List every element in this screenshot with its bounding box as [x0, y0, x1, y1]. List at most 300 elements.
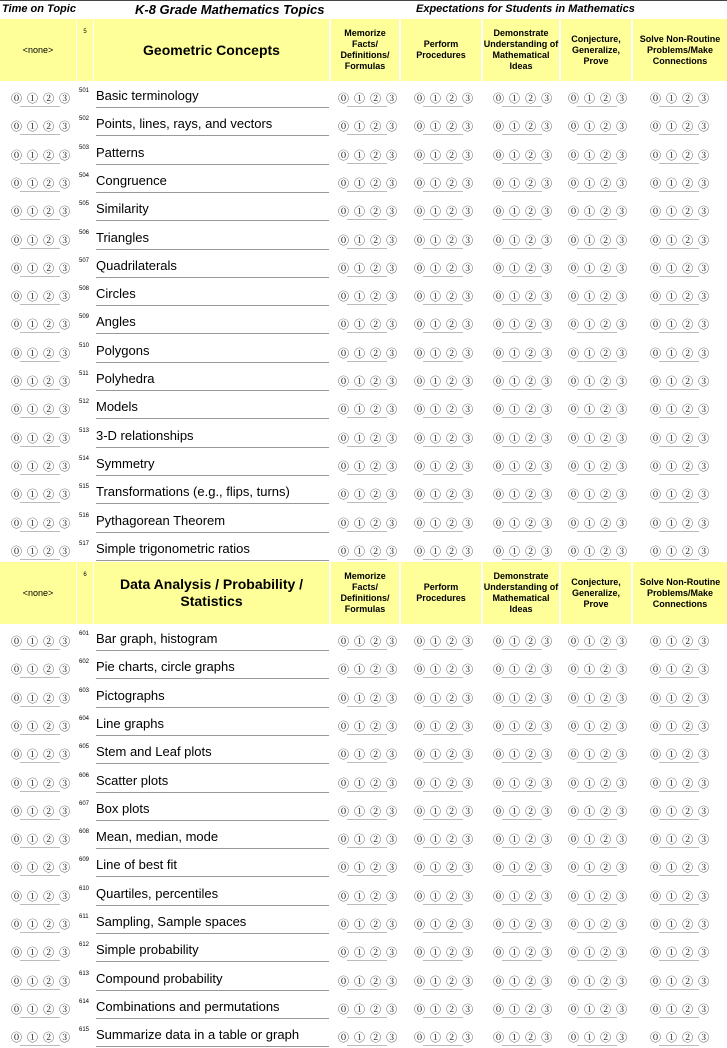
- time-on-topic-bubbles[interactable]: ⓪ ① ② ③: [11, 291, 72, 304]
- bubble-underline: [20, 1045, 60, 1046]
- topic-underline: [96, 107, 329, 108]
- expectation-rating-bubbles[interactable]: ⓪ ① ② ③: [650, 692, 711, 705]
- expectation-rating-bubbles[interactable]: ⓪ ① ② ③: [493, 947, 554, 960]
- topic-underline: [96, 305, 329, 306]
- expectation-rating-bubbles[interactable]: ⓪ ① ② ③: [568, 862, 629, 875]
- expectation-rating-bubbles[interactable]: ⓪ ① ② ③: [568, 376, 629, 388]
- expectation-rating-bubbles[interactable]: ⓪ ① ② ③: [650, 121, 711, 134]
- expectation-rating-bubbles[interactable]: ⓪ ① ② ③: [338, 347, 399, 360]
- bubble-underline: [20, 219, 60, 220]
- expectation-rating-bubbles[interactable]: ⓪ ① ② ③: [650, 319, 711, 332]
- topic-code: 508: [79, 286, 90, 293]
- expectation-rating-bubbles[interactable]: ⓪ ① ② ③: [568, 805, 629, 818]
- expectation-rating-bubbles[interactable]: ⓪ ① ② ③: [414, 177, 475, 190]
- bubble-underline: [20, 248, 60, 249]
- expectation-rating-bubbles[interactable]: ⓪ ① ② ③: [338, 376, 399, 388]
- bubble-underline: [423, 847, 463, 848]
- topic-label: Quadrilaterals: [96, 257, 177, 273]
- expectation-rating-bubbles[interactable]: ⓪ ① ② ③: [568, 206, 629, 219]
- time-on-topic-bubbles[interactable]: ⓪ ① ② ③: [11, 545, 72, 558]
- time-on-topic-bubbles[interactable]: ⓪ ① ② ③: [11, 1003, 72, 1016]
- bubble-underline: [347, 847, 387, 848]
- expectation-rating-bubbles[interactable]: ⓪ ① ② ③: [338, 834, 399, 847]
- topic-row: [0, 138, 727, 166]
- expectation-rating-bubbles[interactable]: ⓪ ① ② ③: [568, 432, 629, 445]
- expectation-rating-bubbles[interactable]: ⓪ ① ② ③: [568, 545, 629, 558]
- expectation-rating-bubbles[interactable]: ⓪ ① ② ③: [414, 149, 475, 162]
- expectation-rating-bubbles[interactable]: ⓪ ① ② ③: [338, 291, 399, 304]
- bubble-underline: [423, 163, 463, 164]
- topic-row: [0, 850, 727, 878]
- expectation-rating-bubbles[interactable]: ⓪ ① ② ③: [493, 93, 554, 105]
- expectation-rating-bubbles[interactable]: ⓪ ① ② ③: [568, 834, 629, 847]
- expectation-rating-bubbles[interactable]: ⓪ ① ② ③: [650, 805, 711, 818]
- expectation-rating-bubbles[interactable]: ⓪ ① ② ③: [650, 404, 711, 417]
- bubble-underline: [502, 791, 542, 792]
- expectation-rating-bubbles[interactable]: ⓪ ① ② ③: [493, 234, 554, 247]
- expectation-rating-bubbles[interactable]: ⓪ ① ② ③: [568, 347, 629, 360]
- bubble-underline: [423, 361, 463, 362]
- expectation-rating-bubbles[interactable]: ⓪ ① ② ③: [414, 862, 475, 875]
- time-on-topic-bubbles[interactable]: ⓪ ① ② ③: [11, 376, 72, 388]
- expectation-rating-bubbles[interactable]: ⓪ ① ② ③: [338, 460, 399, 473]
- expectation-rating-bubbles[interactable]: ⓪ ① ② ③: [493, 975, 554, 988]
- bubble-underline: [502, 248, 542, 249]
- topic-row: [0, 279, 727, 307]
- expectation-rating-bubbles[interactable]: ⓪ ① ② ③: [414, 432, 475, 445]
- expectation-rating-bubbles[interactable]: ⓪ ① ② ③: [650, 489, 711, 502]
- time-on-topic-bubbles[interactable]: ⓪ ① ② ③: [11, 1032, 72, 1045]
- topic-row: [0, 624, 727, 652]
- topic-row: [0, 794, 727, 822]
- expectation-rating-bubbles[interactable]: ⓪ ① ② ③: [338, 664, 399, 677]
- expectation-rating-bubbles[interactable]: ⓪ ① ② ③: [650, 234, 711, 247]
- expectation-rating-bubbles[interactable]: ⓪ ① ② ③: [414, 460, 475, 473]
- expectation-rating-bubbles[interactable]: ⓪ ① ② ③: [338, 432, 399, 445]
- bubble-underline: [20, 677, 60, 678]
- topic-label: Patterns: [96, 144, 145, 160]
- bubble-underline: [577, 248, 617, 249]
- expectation-rating-bubbles[interactable]: ⓪ ① ② ③: [493, 460, 554, 473]
- topic-label: Line graphs: [96, 715, 164, 731]
- time-on-topic-bubbles[interactable]: ⓪ ① ② ③: [11, 404, 72, 417]
- expectation-column-header: Perform Procedures: [401, 19, 481, 81]
- expectation-rating-bubbles[interactable]: ⓪ ① ② ③: [650, 749, 711, 762]
- expectation-rating-bubbles[interactable]: ⓪ ① ② ③: [493, 636, 554, 648]
- time-on-topic-bubbles[interactable]: ⓪ ① ② ③: [11, 749, 72, 762]
- expectation-rating-bubbles[interactable]: ⓪ ① ② ③: [493, 291, 554, 304]
- bubble-underline: [423, 1045, 463, 1046]
- expectation-rating-bubbles[interactable]: ⓪ ① ② ③: [414, 749, 475, 762]
- expectation-rating-bubbles[interactable]: ⓪ ① ② ③: [414, 890, 475, 903]
- expectation-rating-bubbles[interactable]: ⓪ ① ② ③: [650, 206, 711, 219]
- expectation-rating-bubbles[interactable]: ⓪ ① ② ③: [568, 919, 629, 931]
- expectation-rating-bubbles[interactable]: ⓪ ① ② ③: [414, 919, 475, 931]
- expectation-rating-bubbles[interactable]: ⓪ ① ② ③: [493, 545, 554, 558]
- time-on-topic-bubbles[interactable]: ⓪ ① ② ③: [11, 720, 72, 733]
- expectation-rating-bubbles[interactable]: ⓪ ① ② ③: [338, 206, 399, 219]
- time-on-topic-bubbles[interactable]: ⓪ ① ② ③: [11, 149, 72, 162]
- topic-code: 501: [79, 88, 90, 94]
- expectation-rating-bubbles[interactable]: ⓪ ① ② ③: [338, 805, 399, 818]
- expectation-rating-bubbles[interactable]: ⓪ ① ② ③: [650, 262, 711, 275]
- topic-row: [0, 1020, 727, 1048]
- expectation-rating-bubbles[interactable]: ⓪ ① ② ③: [338, 890, 399, 903]
- bubble-underline: [502, 531, 542, 532]
- expectation-rating-bubbles[interactable]: ⓪ ① ② ③: [493, 805, 554, 818]
- expectation-rating-bubbles[interactable]: ⓪ ① ② ③: [338, 177, 399, 190]
- time-on-topic-bubbles[interactable]: ⓪ ① ② ③: [11, 692, 72, 705]
- topic-code: 601: [79, 631, 90, 637]
- expectation-rating-bubbles[interactable]: ⓪ ① ② ③: [414, 720, 475, 733]
- topic-code: 614: [79, 998, 90, 1005]
- expectation-rating-bubbles[interactable]: ⓪ ① ② ③: [414, 347, 475, 360]
- expectation-rating-bubbles[interactable]: ⓪ ① ② ③: [568, 947, 629, 960]
- expectation-rating-bubbles[interactable]: ⓪ ① ② ③: [338, 749, 399, 762]
- bubble-underline: [347, 304, 387, 305]
- expectation-rating-bubbles[interactable]: ⓪ ① ② ③: [493, 1003, 554, 1016]
- topic-code: 515: [79, 484, 90, 491]
- expectation-rating-bubbles[interactable]: ⓪ ① ② ③: [650, 177, 711, 190]
- expectation-rating-bubbles[interactable]: ⓪ ① ② ③: [650, 376, 711, 388]
- topic-code: 512: [79, 399, 90, 406]
- bubble-underline: [423, 474, 463, 475]
- topic-row: [0, 964, 727, 992]
- bubble-underline: [577, 1017, 617, 1018]
- expectation-rating-bubbles[interactable]: ⓪ ① ② ③: [493, 834, 554, 847]
- expectation-rating-bubbles[interactable]: ⓪ ① ② ③: [338, 975, 399, 988]
- expectation-rating-bubbles[interactable]: ⓪ ① ② ③: [338, 262, 399, 275]
- time-on-topic-bubbles[interactable]: ⓪ ① ② ③: [11, 460, 72, 473]
- expectation-rating-bubbles[interactable]: ⓪ ① ② ③: [650, 834, 711, 847]
- topic-underline: [96, 560, 329, 561]
- expectation-rating-bubbles[interactable]: ⓪ ① ② ③: [568, 636, 629, 648]
- bubble-underline: [347, 106, 387, 107]
- bubble-underline: [577, 474, 617, 475]
- expectation-rating-bubbles[interactable]: ⓪ ① ② ③: [338, 1003, 399, 1016]
- topic-label: Summarize data in a table or graph: [96, 1027, 300, 1043]
- time-on-topic-bubbles[interactable]: ⓪ ① ② ③: [11, 432, 72, 445]
- topic-underline: [96, 135, 329, 136]
- expectation-rating-bubbles[interactable]: ⓪ ① ② ③: [414, 121, 475, 134]
- expectation-rating-bubbles[interactable]: ⓪ ① ② ③: [414, 93, 475, 105]
- topic-code: 605: [79, 744, 90, 751]
- expectation-rating-bubbles[interactable]: ⓪ ① ② ③: [493, 749, 554, 762]
- time-on-topic-bubbles[interactable]: ⓪ ① ② ③: [11, 919, 72, 931]
- expectation-rating-bubbles[interactable]: ⓪ ① ② ③: [568, 517, 629, 530]
- bubble-underline: [423, 960, 463, 961]
- time-on-topic-bubbles[interactable]: ⓪ ① ② ③: [11, 206, 72, 219]
- bubble-underline: [577, 446, 617, 447]
- expectation-rating-bubbles[interactable]: ⓪ ① ② ③: [568, 777, 629, 790]
- expectation-rating-bubbles[interactable]: ⓪ ① ② ③: [493, 432, 554, 445]
- bubble-underline: [502, 706, 542, 707]
- expectation-rating-bubbles[interactable]: ⓪ ① ② ③: [568, 890, 629, 903]
- expectation-column-header: Solve Non-Routine Problems/Make Connections: [633, 562, 727, 624]
- expectation-rating-bubbles[interactable]: ⓪ ① ② ③: [650, 432, 711, 445]
- expectation-rating-bubbles[interactable]: ⓪ ① ② ③: [338, 149, 399, 162]
- expectation-rating-bubbles[interactable]: ⓪ ① ② ③: [414, 545, 475, 558]
- expectation-rating-bubbles[interactable]: ⓪ ① ② ③: [414, 291, 475, 304]
- expectation-rating-bubbles[interactable]: ⓪ ① ② ③: [493, 919, 554, 931]
- expectation-rating-bubbles[interactable]: ⓪ ① ② ③: [338, 489, 399, 502]
- expectation-rating-bubbles[interactable]: ⓪ ① ② ③: [568, 1032, 629, 1045]
- topic-label: Simple probability: [96, 942, 199, 958]
- time-on-topic-bubbles[interactable]: ⓪ ① ② ③: [11, 805, 72, 818]
- expectation-rating-bubbles[interactable]: ⓪ ① ② ③: [493, 777, 554, 790]
- bubble-underline: [502, 502, 542, 503]
- expectation-rating-bubbles[interactable]: ⓪ ① ② ③: [568, 720, 629, 733]
- time-on-topic-bubbles[interactable]: ⓪ ① ② ③: [11, 347, 72, 360]
- topic-underline: [96, 735, 329, 736]
- expectation-rating-bubbles[interactable]: ⓪ ① ② ③: [338, 234, 399, 247]
- bubble-underline: [423, 734, 463, 735]
- expectation-rating-bubbles[interactable]: ⓪ ① ② ③: [338, 404, 399, 417]
- bubble-underline: [423, 389, 463, 390]
- bubble-underline: [423, 706, 463, 707]
- expectation-rating-bubbles[interactable]: ⓪ ① ② ③: [650, 890, 711, 903]
- expectation-rating-bubbles[interactable]: ⓪ ① ② ③: [414, 404, 475, 417]
- expectation-rating-bubbles[interactable]: ⓪ ① ② ③: [493, 319, 554, 332]
- expectation-rating-bubbles[interactable]: ⓪ ① ② ③: [338, 919, 399, 931]
- expectation-column-header: Demonstrate Understanding of Mathematical Ideas: [483, 19, 559, 81]
- time-on-topic-bubbles[interactable]: ⓪ ① ② ③: [11, 319, 72, 332]
- topic-label: Similarity: [96, 201, 149, 217]
- bubble-underline: [659, 417, 699, 418]
- time-on-topic-bubbles[interactable]: ⓪ ① ② ③: [11, 834, 72, 847]
- expectation-rating-bubbles[interactable]: ⓪ ① ② ③: [568, 291, 629, 304]
- expectation-rating-bubbles[interactable]: ⓪ ① ② ③: [568, 262, 629, 275]
- expectation-rating-bubbles[interactable]: ⓪ ① ② ③: [338, 777, 399, 790]
- bubble-underline: [659, 819, 699, 820]
- expectation-rating-bubbles[interactable]: ⓪ ① ② ③: [414, 834, 475, 847]
- bubble-underline: [502, 191, 542, 192]
- expectation-rating-bubbles[interactable]: ⓪ ① ② ③: [493, 177, 554, 190]
- bubble-underline: [20, 762, 60, 763]
- bubble-underline: [347, 219, 387, 220]
- expectation-rating-bubbles[interactable]: ⓪ ① ② ③: [650, 1032, 711, 1045]
- time-on-topic-bubbles[interactable]: ⓪ ① ② ③: [11, 234, 72, 247]
- top-rule: [0, 0, 727, 1]
- expectation-rating-bubbles[interactable]: ⓪ ① ② ③: [338, 319, 399, 332]
- expectation-rating-bubbles[interactable]: ⓪ ① ② ③: [493, 664, 554, 677]
- expectation-rating-bubbles[interactable]: ⓪ ① ② ③: [414, 489, 475, 502]
- topic-label: Stem and Leaf plots: [96, 744, 212, 760]
- expectation-rating-bubbles[interactable]: ⓪ ① ② ③: [338, 1032, 399, 1045]
- topic-label: Bar graph, histogram: [96, 631, 218, 646]
- bubble-underline: [347, 706, 387, 707]
- expectation-rating-bubbles[interactable]: ⓪ ① ② ③: [493, 890, 554, 903]
- bubble-underline: [577, 989, 617, 990]
- bubble-underline: [423, 106, 463, 107]
- expectation-rating-bubbles[interactable]: ⓪ ① ② ③: [568, 404, 629, 417]
- expectation-rating-bubbles[interactable]: ⓪ ① ② ③: [493, 692, 554, 705]
- bubble-underline: [347, 1017, 387, 1018]
- expectation-rating-bubbles[interactable]: ⓪ ① ② ③: [338, 692, 399, 705]
- topic-code: 615: [79, 1027, 90, 1034]
- bubble-underline: [502, 904, 542, 905]
- bubble-underline: [577, 706, 617, 707]
- topic-underline: [96, 503, 329, 504]
- topic-code: 607: [79, 800, 90, 807]
- expectation-rating-bubbles[interactable]: ⓪ ① ② ③: [414, 692, 475, 705]
- expectation-rating-bubbles[interactable]: ⓪ ① ② ③: [493, 517, 554, 530]
- time-on-topic-bubbles[interactable]: ⓪ ① ② ③: [11, 489, 72, 502]
- bubble-underline: [659, 446, 699, 447]
- expectation-rating-bubbles[interactable]: ⓪ ① ② ③: [414, 234, 475, 247]
- expectation-rating-bubbles[interactable]: ⓪ ① ② ③: [650, 291, 711, 304]
- expectation-rating-bubbles[interactable]: ⓪ ① ② ③: [338, 720, 399, 733]
- expectation-rating-bubbles[interactable]: ⓪ ① ② ③: [493, 121, 554, 134]
- bubble-underline: [577, 163, 617, 164]
- bubble-underline: [20, 706, 60, 707]
- expectation-rating-bubbles[interactable]: ⓪ ① ② ③: [650, 664, 711, 677]
- expectation-rating-bubbles[interactable]: ⓪ ① ② ③: [568, 234, 629, 247]
- bubble-underline: [423, 134, 463, 135]
- topic-row: [0, 109, 727, 137]
- bubble-underline: [20, 847, 60, 848]
- topic-underline: [96, 1046, 329, 1047]
- bubble-underline: [659, 847, 699, 848]
- expectation-rating-bubbles[interactable]: ⓪ ① ② ③: [493, 720, 554, 733]
- topic-label: Mean, median, mode: [96, 829, 219, 845]
- expectation-rating-bubbles[interactable]: ⓪ ① ② ③: [414, 1003, 475, 1016]
- expectation-rating-bubbles[interactable]: ⓪ ① ② ③: [568, 692, 629, 705]
- bubble-underline: [502, 734, 542, 735]
- expectation-rating-bubbles[interactable]: ⓪ ① ② ③: [338, 545, 399, 558]
- expectation-rating-bubbles[interactable]: ⓪ ① ② ③: [493, 1032, 554, 1045]
- expectation-rating-bubbles[interactable]: ⓪ ① ② ③: [414, 262, 475, 275]
- expectation-rating-bubbles[interactable]: ⓪ ① ② ③: [493, 862, 554, 875]
- bubble-underline: [20, 649, 60, 650]
- expectation-rating-bubbles[interactable]: ⓪ ① ② ③: [414, 319, 475, 332]
- expectation-rating-bubbles[interactable]: ⓪ ① ② ③: [650, 347, 711, 360]
- bubble-underline: [347, 163, 387, 164]
- expectation-rating-bubbles[interactable]: ⓪ ① ② ③: [568, 460, 629, 473]
- bubble-underline: [577, 847, 617, 848]
- expectation-rating-bubbles[interactable]: ⓪ ① ② ③: [493, 404, 554, 417]
- expectation-rating-bubbles[interactable]: ⓪ ① ② ③: [338, 636, 399, 648]
- topic-underline: [96, 362, 329, 363]
- time-on-topic-bubbles[interactable]: ⓪ ① ② ③: [11, 862, 72, 875]
- topic-row: [0, 166, 727, 194]
- topic-row: [0, 652, 727, 680]
- expectation-rating-bubbles[interactable]: ⓪ ① ② ③: [650, 777, 711, 790]
- expectation-rating-bubbles[interactable]: ⓪ ① ② ③: [414, 376, 475, 388]
- bubble-underline: [577, 191, 617, 192]
- expectation-rating-bubbles[interactable]: ⓪ ① ② ③: [493, 489, 554, 502]
- expectation-rating-bubbles[interactable]: ⓪ ① ② ③: [568, 319, 629, 332]
- time-on-topic-bubbles[interactable]: ⓪ ① ② ③: [11, 262, 72, 275]
- time-on-topic-bubbles[interactable]: ⓪ ① ② ③: [11, 93, 72, 105]
- topic-row: [0, 223, 727, 251]
- topic-row: [0, 336, 727, 364]
- time-on-topic-bubbles[interactable]: ⓪ ① ② ③: [11, 121, 72, 134]
- expectation-rating-bubbles[interactable]: ⓪ ① ② ③: [414, 206, 475, 219]
- expectation-rating-bubbles[interactable]: ⓪ ① ② ③: [568, 93, 629, 105]
- time-on-topic-bubbles[interactable]: ⓪ ① ② ③: [11, 777, 72, 790]
- bubble-underline: [347, 389, 387, 390]
- expectation-rating-bubbles[interactable]: ⓪ ① ② ③: [568, 664, 629, 677]
- expectation-rating-bubbles[interactable]: ⓪ ① ② ③: [650, 975, 711, 988]
- topic-label: 3-D relationships: [96, 427, 194, 443]
- topic-underline: [96, 905, 329, 906]
- topic-code: 613: [79, 970, 90, 977]
- expectation-rating-bubbles[interactable]: ⓪ ① ② ③: [650, 545, 711, 558]
- expectation-rating-bubbles[interactable]: ⓪ ① ② ③: [338, 947, 399, 960]
- topic-underline: [96, 990, 329, 991]
- expectation-rating-bubbles[interactable]: ⓪ ① ② ③: [414, 517, 475, 530]
- expectation-rating-bubbles[interactable]: ⓪ ① ② ③: [338, 517, 399, 530]
- expectation-rating-bubbles[interactable]: ⓪ ① ② ③: [650, 862, 711, 875]
- expectation-rating-bubbles[interactable]: ⓪ ① ② ③: [414, 1032, 475, 1045]
- bubble-underline: [577, 559, 617, 560]
- bubble-underline: [577, 219, 617, 220]
- expectation-rating-bubbles[interactable]: ⓪ ① ② ③: [650, 460, 711, 473]
- bubble-underline: [20, 361, 60, 362]
- time-on-topic-bubbles[interactable]: ⓪ ① ② ③: [11, 177, 72, 190]
- expectation-rating-bubbles[interactable]: ⓪ ① ② ③: [414, 975, 475, 988]
- expectation-rating-bubbles[interactable]: ⓪ ① ② ③: [568, 1003, 629, 1016]
- expectation-rating-bubbles[interactable]: ⓪ ① ② ③: [338, 93, 399, 105]
- expectation-rating-bubbles[interactable]: ⓪ ① ② ③: [568, 177, 629, 190]
- expectation-rating-bubbles[interactable]: ⓪ ① ② ③: [493, 149, 554, 162]
- time-on-topic-bubbles[interactable]: ⓪ ① ② ③: [11, 947, 72, 960]
- expectation-rating-bubbles[interactable]: ⓪ ① ② ③: [568, 121, 629, 134]
- expectation-rating-bubbles[interactable]: ⓪ ① ② ③: [493, 376, 554, 388]
- bubble-underline: [659, 989, 699, 990]
- bubble-underline: [659, 706, 699, 707]
- bubble-underline: [20, 989, 60, 990]
- topic-row: [0, 392, 727, 420]
- expectation-rating-bubbles[interactable]: ⓪ ① ② ③: [650, 947, 711, 960]
- bubble-underline: [347, 134, 387, 135]
- expectation-rating-bubbles[interactable]: ⓪ ① ② ③: [650, 149, 711, 162]
- bubble-underline: [502, 847, 542, 848]
- expectation-rating-bubbles[interactable]: ⓪ ① ② ③: [568, 975, 629, 988]
- expectation-rating-bubbles[interactable]: ⓪ ① ② ③: [338, 862, 399, 875]
- expectation-rating-bubbles[interactable]: ⓪ ① ② ③: [414, 777, 475, 790]
- expectation-rating-bubbles[interactable]: ⓪ ① ② ③: [414, 664, 475, 677]
- time-on-topic-bubbles[interactable]: ⓪ ① ② ③: [11, 664, 72, 677]
- bubble-underline: [347, 791, 387, 792]
- topic-code: 608: [79, 829, 90, 836]
- time-on-topic-bubbles[interactable]: ⓪ ① ② ③: [11, 517, 72, 530]
- bubble-underline: [577, 389, 617, 390]
- expectation-rating-bubbles[interactable]: ⓪ ① ② ③: [493, 262, 554, 275]
- expectation-rating-bubbles[interactable]: ⓪ ① ② ③: [493, 206, 554, 219]
- expectation-rating-bubbles[interactable]: ⓪ ① ② ③: [650, 1003, 711, 1016]
- time-on-topic-bubbles[interactable]: ⓪ ① ② ③: [11, 890, 72, 903]
- expectation-rating-bubbles[interactable]: ⓪ ① ② ③: [650, 919, 711, 931]
- expectation-rating-bubbles[interactable]: ⓪ ① ② ③: [568, 749, 629, 762]
- time-on-topic-bubbles[interactable]: ⓪ ① ② ③: [11, 636, 72, 648]
- expectation-rating-bubbles[interactable]: ⓪ ① ② ③: [414, 805, 475, 818]
- time-on-topic-bubbles[interactable]: ⓪ ① ② ③: [11, 975, 72, 988]
- expectation-rating-bubbles[interactable]: ⓪ ① ② ③: [650, 636, 711, 648]
- expectation-rating-bubbles[interactable]: ⓪ ① ② ③: [414, 636, 475, 648]
- expectation-rating-bubbles[interactable]: ⓪ ① ② ③: [568, 489, 629, 502]
- bubble-underline: [502, 677, 542, 678]
- expectation-rating-bubbles[interactable]: ⓪ ① ② ③: [568, 149, 629, 162]
- expectation-rating-bubbles[interactable]: ⓪ ① ② ③: [650, 517, 711, 530]
- expectation-rating-bubbles[interactable]: ⓪ ① ② ③: [650, 720, 711, 733]
- bubble-underline: [659, 762, 699, 763]
- expectation-rating-bubbles[interactable]: ⓪ ① ② ③: [650, 93, 711, 105]
- expectation-rating-bubbles[interactable]: ⓪ ① ② ③: [338, 121, 399, 134]
- expectation-rating-bubbles[interactable]: ⓪ ① ② ③: [493, 347, 554, 360]
- expectation-rating-bubbles[interactable]: ⓪ ① ② ③: [414, 947, 475, 960]
